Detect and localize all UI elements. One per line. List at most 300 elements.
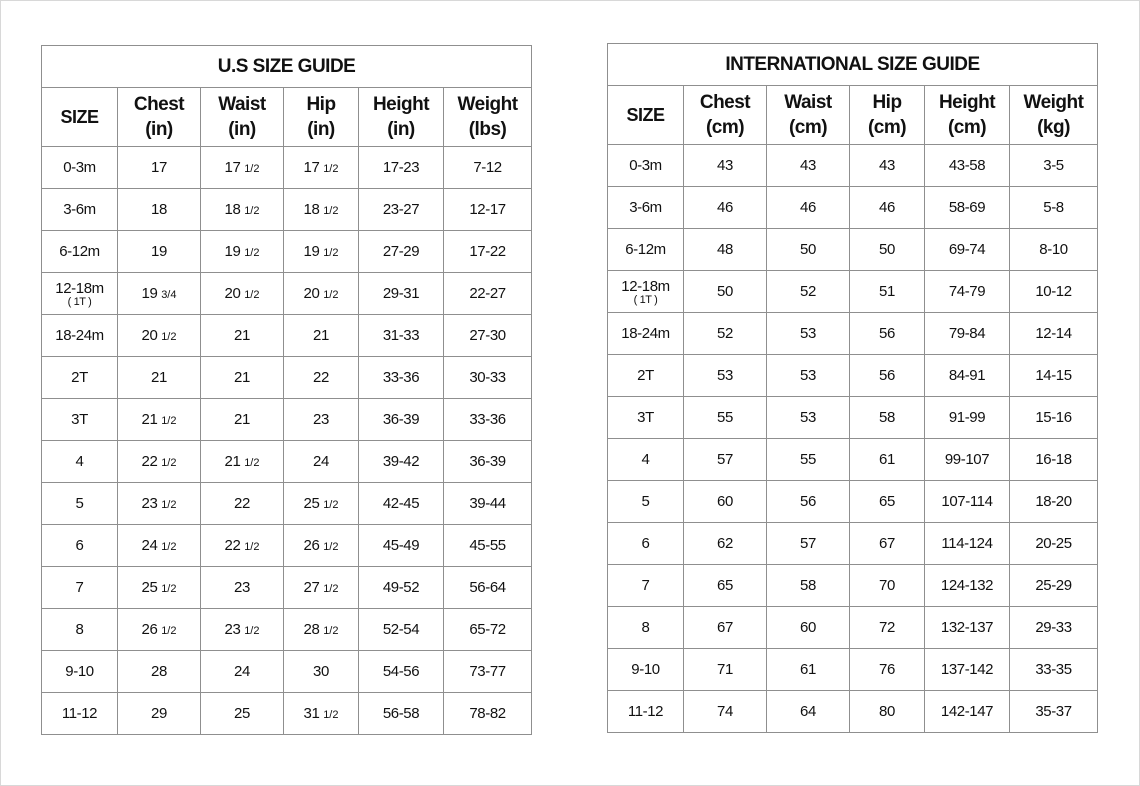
height-value: 31-33 — [382, 327, 420, 344]
waist-value: 20 — [224, 285, 241, 302]
header-label: Height — [938, 92, 996, 113]
waist-fraction: 1/2 — [244, 205, 260, 217]
chest-cell — [684, 481, 767, 523]
table-row — [42, 567, 532, 609]
waist-value: 50 — [800, 241, 816, 258]
weight-cell — [444, 609, 532, 651]
size-cell — [42, 609, 118, 651]
height-value: 91-99 — [948, 409, 986, 426]
waist-value: 22 — [234, 495, 250, 512]
hip-cell — [850, 649, 925, 691]
hip-fraction: 1/2 — [323, 625, 339, 637]
table-row — [42, 231, 532, 273]
height-cell — [359, 567, 444, 609]
size-value: 7 — [75, 579, 84, 596]
international-size-guide-table — [607, 43, 1098, 733]
hip-cell — [284, 231, 359, 273]
size-value: 5 — [75, 495, 84, 512]
height-cell — [359, 651, 444, 693]
height-cell — [359, 441, 444, 483]
weight-value: 39-44 — [469, 495, 506, 512]
height-cell — [359, 147, 444, 189]
chest-cell — [118, 609, 201, 651]
waist-cell — [201, 693, 284, 735]
table-row — [608, 481, 1098, 523]
hip-value: 26 — [303, 537, 320, 554]
weight-cell — [1010, 523, 1098, 565]
table-row — [42, 525, 532, 567]
table-row — [608, 313, 1098, 355]
header-cell — [284, 88, 359, 147]
weight-cell — [1010, 229, 1098, 271]
height-cell — [359, 273, 444, 315]
size-value: 6-12m — [59, 243, 100, 260]
chest-cell — [118, 483, 201, 525]
height-value: 114-124 — [941, 535, 993, 552]
waist-cell — [201, 483, 284, 525]
header-unit: (in) — [228, 119, 256, 140]
chest-cell — [684, 523, 767, 565]
waist-value: 60 — [800, 619, 816, 636]
height-cell — [359, 315, 444, 357]
chest-fraction: 1/2 — [161, 457, 177, 469]
chest-cell — [684, 691, 767, 733]
height-cell — [925, 145, 1010, 187]
table-row — [42, 147, 532, 189]
waist-cell — [767, 565, 850, 607]
header-cell — [608, 86, 684, 145]
size-value: 5 — [641, 493, 650, 510]
intl-table-body — [608, 145, 1098, 733]
table-row — [608, 649, 1098, 691]
hip-value: 80 — [879, 703, 895, 720]
chest-fraction: 1/2 — [161, 331, 177, 343]
table-row — [42, 273, 532, 315]
size-value: 3T — [71, 411, 88, 428]
weight-cell — [444, 315, 532, 357]
hip-value: 30 — [313, 663, 329, 680]
weight-value: 14-15 — [1035, 367, 1072, 384]
size-value: 3-6m — [63, 201, 96, 218]
header-unit: (cm) — [867, 117, 907, 138]
header-label: Waist — [784, 92, 832, 113]
chest-cell — [684, 313, 767, 355]
chest-cell — [684, 355, 767, 397]
table-row — [42, 399, 532, 441]
weight-value: 17-22 — [469, 243, 506, 260]
chest-fraction: 3/4 — [161, 289, 177, 301]
weight-cell — [444, 483, 532, 525]
hip-cell — [850, 145, 925, 187]
size-cell — [42, 231, 118, 273]
table-row — [608, 229, 1098, 271]
header-label: Waist — [218, 94, 266, 115]
hip-value: 22 — [313, 369, 329, 386]
weight-value: 3-5 — [1043, 157, 1064, 174]
weight-value: 20-25 — [1035, 535, 1072, 552]
hip-value: 25 — [303, 495, 320, 512]
chest-value: 28 — [151, 663, 167, 680]
size-cell — [608, 565, 684, 607]
weight-value: 12-17 — [469, 201, 506, 218]
weight-value: 35-37 — [1035, 703, 1072, 720]
hip-value: 18 — [303, 201, 320, 218]
weight-cell — [444, 651, 532, 693]
weight-value: 27-30 — [469, 327, 506, 344]
height-cell — [925, 229, 1010, 271]
waist-cell — [201, 399, 284, 441]
waist-cell — [201, 147, 284, 189]
chest-value: 53 — [717, 367, 733, 384]
hip-fraction: 1/2 — [323, 205, 339, 217]
header-cell — [767, 86, 850, 145]
chest-value: 23 — [141, 495, 158, 512]
chest-value: 20 — [141, 327, 158, 344]
size-cell — [608, 145, 684, 187]
waist-cell — [201, 525, 284, 567]
size-subtitle: ( 1T ) — [633, 294, 658, 306]
weight-cell — [444, 273, 532, 315]
waist-cell — [767, 145, 850, 187]
waist-cell — [767, 355, 850, 397]
waist-value: 53 — [800, 325, 816, 342]
height-cell — [925, 313, 1010, 355]
height-value: 23-27 — [382, 201, 420, 218]
hip-value: 43 — [879, 157, 895, 174]
chest-value: 21 — [151, 369, 167, 386]
hip-fraction: 1/2 — [323, 163, 339, 175]
height-value: 52-54 — [382, 621, 420, 638]
chest-value: 48 — [717, 241, 733, 258]
waist-cell — [767, 439, 850, 481]
hip-cell — [284, 441, 359, 483]
size-value: 12-18m — [621, 278, 670, 295]
height-cell — [925, 481, 1010, 523]
table-row — [42, 609, 532, 651]
weight-cell — [1010, 607, 1098, 649]
height-value: 99-107 — [944, 451, 990, 468]
chest-fraction: 1/2 — [161, 625, 177, 637]
weight-cell — [444, 399, 532, 441]
hip-value: 56 — [879, 325, 895, 342]
hip-fraction: 1/2 — [323, 583, 339, 595]
weight-value: 45-55 — [469, 537, 506, 554]
us-header-row — [42, 88, 532, 147]
chest-value: 46 — [717, 199, 733, 216]
chest-cell — [684, 565, 767, 607]
weight-cell — [1010, 565, 1098, 607]
hip-value: 19 — [303, 243, 320, 260]
size-value: 6-12m — [625, 241, 666, 258]
table-row — [608, 607, 1098, 649]
chest-cell — [684, 271, 767, 313]
chest-fraction: 1/2 — [161, 415, 177, 427]
hip-cell — [284, 651, 359, 693]
weight-cell — [1010, 691, 1098, 733]
hip-cell — [284, 693, 359, 735]
height-value: 17-23 — [382, 159, 420, 176]
hip-cell — [850, 481, 925, 523]
us-guide-title: U.S SIZE GUIDE — [42, 46, 532, 88]
hip-cell — [284, 315, 359, 357]
height-value: 142-147 — [940, 703, 994, 720]
size-cell — [42, 693, 118, 735]
weight-cell — [1010, 187, 1098, 229]
chest-fraction: 1/2 — [161, 499, 177, 511]
hip-cell — [850, 187, 925, 229]
weight-cell — [444, 525, 532, 567]
hip-cell — [850, 523, 925, 565]
table-row — [608, 565, 1098, 607]
size-cell — [608, 649, 684, 691]
chest-cell — [118, 231, 201, 273]
waist-value: 56 — [800, 493, 816, 510]
weight-value: 33-35 — [1035, 661, 1072, 678]
waist-cell — [201, 651, 284, 693]
hip-cell — [284, 525, 359, 567]
hip-value: 76 — [879, 661, 895, 678]
chest-value: 57 — [717, 451, 733, 468]
hip-cell — [850, 355, 925, 397]
chest-value: 71 — [717, 661, 733, 678]
header-label: SIZE — [626, 104, 665, 125]
waist-cell — [767, 271, 850, 313]
waist-value: 23 — [224, 621, 241, 638]
waist-cell — [201, 189, 284, 231]
chest-value: 50 — [717, 283, 733, 300]
weight-cell — [1010, 271, 1098, 313]
hip-cell — [850, 397, 925, 439]
size-cell — [608, 187, 684, 229]
hip-cell — [284, 399, 359, 441]
waist-cell — [201, 231, 284, 273]
height-cell — [359, 399, 444, 441]
waist-cell — [201, 315, 284, 357]
header-label: Hip — [872, 92, 902, 113]
waist-value: 55 — [800, 451, 816, 468]
header-unit: (in) — [387, 119, 415, 140]
us-size-guide-table — [41, 45, 532, 735]
chest-cell — [684, 145, 767, 187]
size-value: 12-18m — [55, 280, 104, 297]
chest-cell — [684, 649, 767, 691]
waist-cell — [767, 649, 850, 691]
waist-value: 21 — [234, 411, 250, 428]
weight-value: 65-72 — [469, 621, 506, 638]
weight-value: 22-27 — [469, 285, 506, 302]
waist-fraction: 1/2 — [244, 541, 260, 553]
chest-cell — [118, 693, 201, 735]
header-label: Weight — [457, 94, 518, 115]
height-cell — [925, 523, 1010, 565]
chest-cell — [118, 357, 201, 399]
height-value: 69-74 — [948, 241, 986, 258]
hip-value: 70 — [879, 577, 895, 594]
waist-value: 52 — [800, 283, 816, 300]
weight-value: 5-8 — [1043, 199, 1064, 216]
hip-cell — [284, 483, 359, 525]
waist-fraction: 1/2 — [244, 457, 260, 469]
table-row — [608, 187, 1098, 229]
size-cell — [42, 441, 118, 483]
waist-cell — [767, 691, 850, 733]
waist-cell — [767, 481, 850, 523]
table-row — [608, 355, 1098, 397]
height-cell — [359, 609, 444, 651]
height-value: 49-52 — [382, 579, 420, 596]
waist-fraction: 1/2 — [244, 289, 260, 301]
size-value: 4 — [641, 451, 650, 468]
weight-cell — [444, 231, 532, 273]
waist-cell — [767, 313, 850, 355]
waist-cell — [767, 523, 850, 565]
chest-value: 43 — [717, 157, 733, 174]
table-row — [608, 523, 1098, 565]
table-row — [42, 483, 532, 525]
header-unit: (cm) — [788, 117, 828, 138]
waist-cell — [201, 273, 284, 315]
weight-cell — [1010, 145, 1098, 187]
height-cell — [359, 693, 444, 735]
waist-value: 53 — [800, 409, 816, 426]
chest-cell — [118, 399, 201, 441]
header-label: Hip — [306, 94, 336, 115]
waist-value: 61 — [800, 661, 816, 678]
waist-value: 19 — [224, 243, 241, 260]
weight-cell — [1010, 481, 1098, 523]
waist-value: 23 — [234, 579, 250, 596]
height-value: 42-45 — [382, 495, 420, 512]
us-table-body — [42, 147, 532, 735]
height-value: 54-56 — [382, 663, 420, 680]
weight-value: 78-82 — [469, 705, 506, 722]
chest-cell — [684, 397, 767, 439]
height-value: 33-36 — [382, 369, 420, 386]
header-cell — [684, 86, 767, 145]
chest-value: 26 — [141, 621, 158, 638]
weight-value: 7-12 — [473, 159, 502, 176]
weight-value: 10-12 — [1035, 283, 1072, 300]
chest-value: 17 — [151, 159, 167, 176]
chest-value: 52 — [717, 325, 733, 342]
waist-cell — [201, 609, 284, 651]
waist-cell — [201, 357, 284, 399]
height-cell — [359, 483, 444, 525]
hip-cell — [284, 609, 359, 651]
size-cell — [608, 271, 684, 313]
hip-value: 50 — [879, 241, 895, 258]
chest-value: 60 — [717, 493, 733, 510]
weight-value: 30-33 — [469, 369, 506, 386]
size-cell — [608, 313, 684, 355]
hip-cell — [284, 567, 359, 609]
size-cell — [608, 607, 684, 649]
height-value: 43-58 — [948, 157, 986, 174]
hip-fraction: 1/2 — [323, 541, 339, 553]
hip-cell — [850, 691, 925, 733]
weight-cell — [444, 441, 532, 483]
waist-value: 22 — [224, 537, 241, 554]
height-value: 132-137 — [940, 619, 994, 636]
waist-value: 18 — [224, 201, 241, 218]
height-value: 74-79 — [948, 283, 986, 300]
weight-value: 18-20 — [1035, 493, 1072, 510]
height-value: 39-42 — [382, 453, 420, 470]
hip-value: 27 — [303, 579, 320, 596]
chest-cell — [684, 187, 767, 229]
height-value: 107-114 — [941, 493, 993, 510]
size-value: 4 — [75, 453, 84, 470]
hip-cell — [284, 189, 359, 231]
size-value: 8 — [75, 621, 84, 638]
size-subtitle: ( 1T ) — [67, 296, 92, 308]
size-cell — [608, 691, 684, 733]
waist-cell — [767, 229, 850, 271]
waist-value: 57 — [800, 535, 816, 552]
weight-value: 29-33 — [1035, 619, 1072, 636]
header-cell — [118, 88, 201, 147]
chest-fraction: 1/2 — [161, 583, 177, 595]
waist-cell — [767, 187, 850, 229]
size-cell — [42, 189, 118, 231]
header-unit: (cm) — [705, 117, 745, 138]
waist-value: 21 — [234, 327, 250, 344]
header-cell — [444, 88, 532, 147]
header-label: Chest — [133, 94, 185, 115]
waist-fraction: 1/2 — [244, 247, 260, 259]
intl-guide-title: INTERNATIONAL SIZE GUIDE — [608, 44, 1098, 86]
weight-cell — [444, 189, 532, 231]
waist-value: 58 — [800, 577, 816, 594]
header-label: Chest — [699, 92, 751, 113]
height-value: 137-142 — [940, 661, 994, 678]
chest-cell — [118, 189, 201, 231]
hip-fraction: 1/2 — [323, 247, 339, 259]
height-cell — [925, 565, 1010, 607]
hip-cell — [850, 565, 925, 607]
chest-cell — [118, 525, 201, 567]
size-cell — [42, 525, 118, 567]
height-cell — [925, 649, 1010, 691]
weight-cell — [444, 693, 532, 735]
size-cell — [42, 315, 118, 357]
hip-cell — [850, 271, 925, 313]
height-value: 84-91 — [948, 367, 986, 384]
height-cell — [925, 355, 1010, 397]
weight-cell — [1010, 313, 1098, 355]
header-label: SIZE — [60, 106, 99, 127]
size-value: 18-24m — [621, 325, 670, 342]
table-row — [608, 271, 1098, 313]
weight-cell — [444, 567, 532, 609]
size-value: 0-3m — [629, 157, 662, 174]
weight-value: 73-77 — [469, 663, 506, 680]
size-value: 18-24m — [55, 327, 104, 344]
size-value: 11-12 — [61, 705, 98, 722]
hip-value: 58 — [879, 409, 895, 426]
waist-value: 46 — [800, 199, 816, 216]
size-cell — [42, 567, 118, 609]
height-cell — [359, 357, 444, 399]
height-cell — [925, 439, 1010, 481]
header-cell — [359, 88, 444, 147]
size-cell — [42, 651, 118, 693]
hip-value: 56 — [879, 367, 895, 384]
chest-cell — [118, 147, 201, 189]
chest-value: 62 — [717, 535, 733, 552]
height-cell — [925, 397, 1010, 439]
header-cell — [1010, 86, 1098, 145]
